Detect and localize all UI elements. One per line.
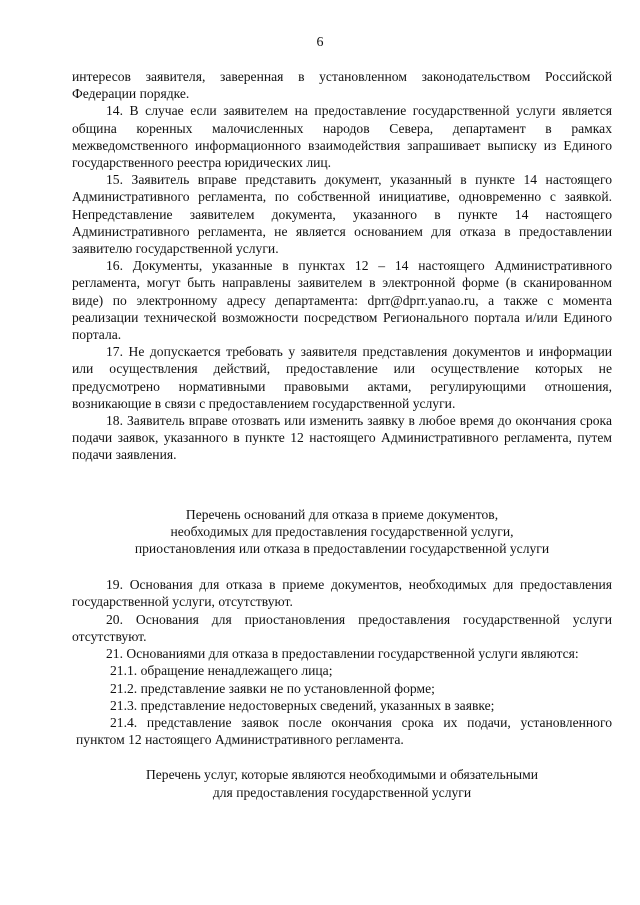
paragraph-16: 16. Документы, указанные в пунктах 12 – 14 настоящего Административного регламента, могут быть направлены заявителем в электронной форме (в сканированном виде) по электронному адресу департамента: dprr@dprr.yanao.ru, а также с момента реализации технической возможности посредством Регионального портала и/или Единого портала. <box>72 258 612 343</box>
paragraph-18: 18. Заявитель вправе отозвать или изменить заявку в любое время до окончания срока подачи заявок, указанного в пункте 12 настоящего Административного регламента, путем подачи заявления. <box>72 413 612 463</box>
paragraph-15: 15. Заявитель вправе представить документ, указанный в пункте 14 настоящего Административного регламента, по собственной инициативе, одновременно с заявкой. Непредставление заявителем документа, указанного в пункте 14 настоящего Административного регламента, не является основанием для отказа в предоставлении заявителю государственной услуги. <box>72 172 612 257</box>
paragraph-21: 21. Основаниями для отказа в предоставлении государственной услуги являются: <box>106 646 579 662</box>
paragraph-19: 19. Основания для отказа в приеме документов, необходимых для предоставления государственной услуги, отсутствуют. <box>72 577 612 610</box>
document-body <box>72 68 612 801</box>
heading-line: Перечень услуг, которые являются необходимыми и обязательными <box>145 767 539 783</box>
section-heading-required-services <box>72 766 612 800</box>
paragraph-21-4: 21.4. представление заявок после окончания срока их подачи, установленного пунктом 12 настоящего Административного регламента. <box>76 714 612 748</box>
page-number: 6 <box>316 35 324 50</box>
paragraph-17: 17. Не допускается требовать у заявителя представления документов и информации или осуществления действий, предоставление или осуществление которых не предусмотрено нормативными правовыми актами, регулирующими отношения, возникающие в связи с предоставлением государственной услуги. <box>72 344 612 411</box>
paragraph-continuation: интересов заявителя, заверенная в установленном законодательством Российской Федерации порядке. <box>72 69 612 102</box>
paragraph-21-3: 21.3. представление недостоверных сведений, указанных в заявке; <box>110 697 495 713</box>
paragraph-14: 14. В случае если заявителем на предоставление государственной услуги является община коренных малочисленных народов Севера, департамент в рамках межведомственного информационного взаимодействия запрашивает выписку из Единого государственного реестра юридических лиц. <box>72 103 612 171</box>
heading-line: приостановления или отказа в предоставлении государственной услуги <box>134 541 550 557</box>
paragraphs-top <box>72 68 612 464</box>
heading-line: необходимых для предоставления государственной услуги, <box>170 523 514 539</box>
paragraph-21-2: 21.2. представление заявки не по установленной форме; <box>110 680 435 696</box>
paragraph-20: 20. Основания для приостановления предоставления государственной услуги отсутствуют. <box>72 611 612 644</box>
heading-line: Перечень оснований для отказа в приеме документов, <box>185 506 499 522</box>
paragraphs-middle <box>72 576 612 748</box>
heading-line: для предоставления государственной услуги <box>212 784 472 800</box>
section-heading-refusal-grounds <box>72 506 612 558</box>
paragraph-21-1: 21.1. обращение ненадлежащего лица; <box>110 663 333 679</box>
